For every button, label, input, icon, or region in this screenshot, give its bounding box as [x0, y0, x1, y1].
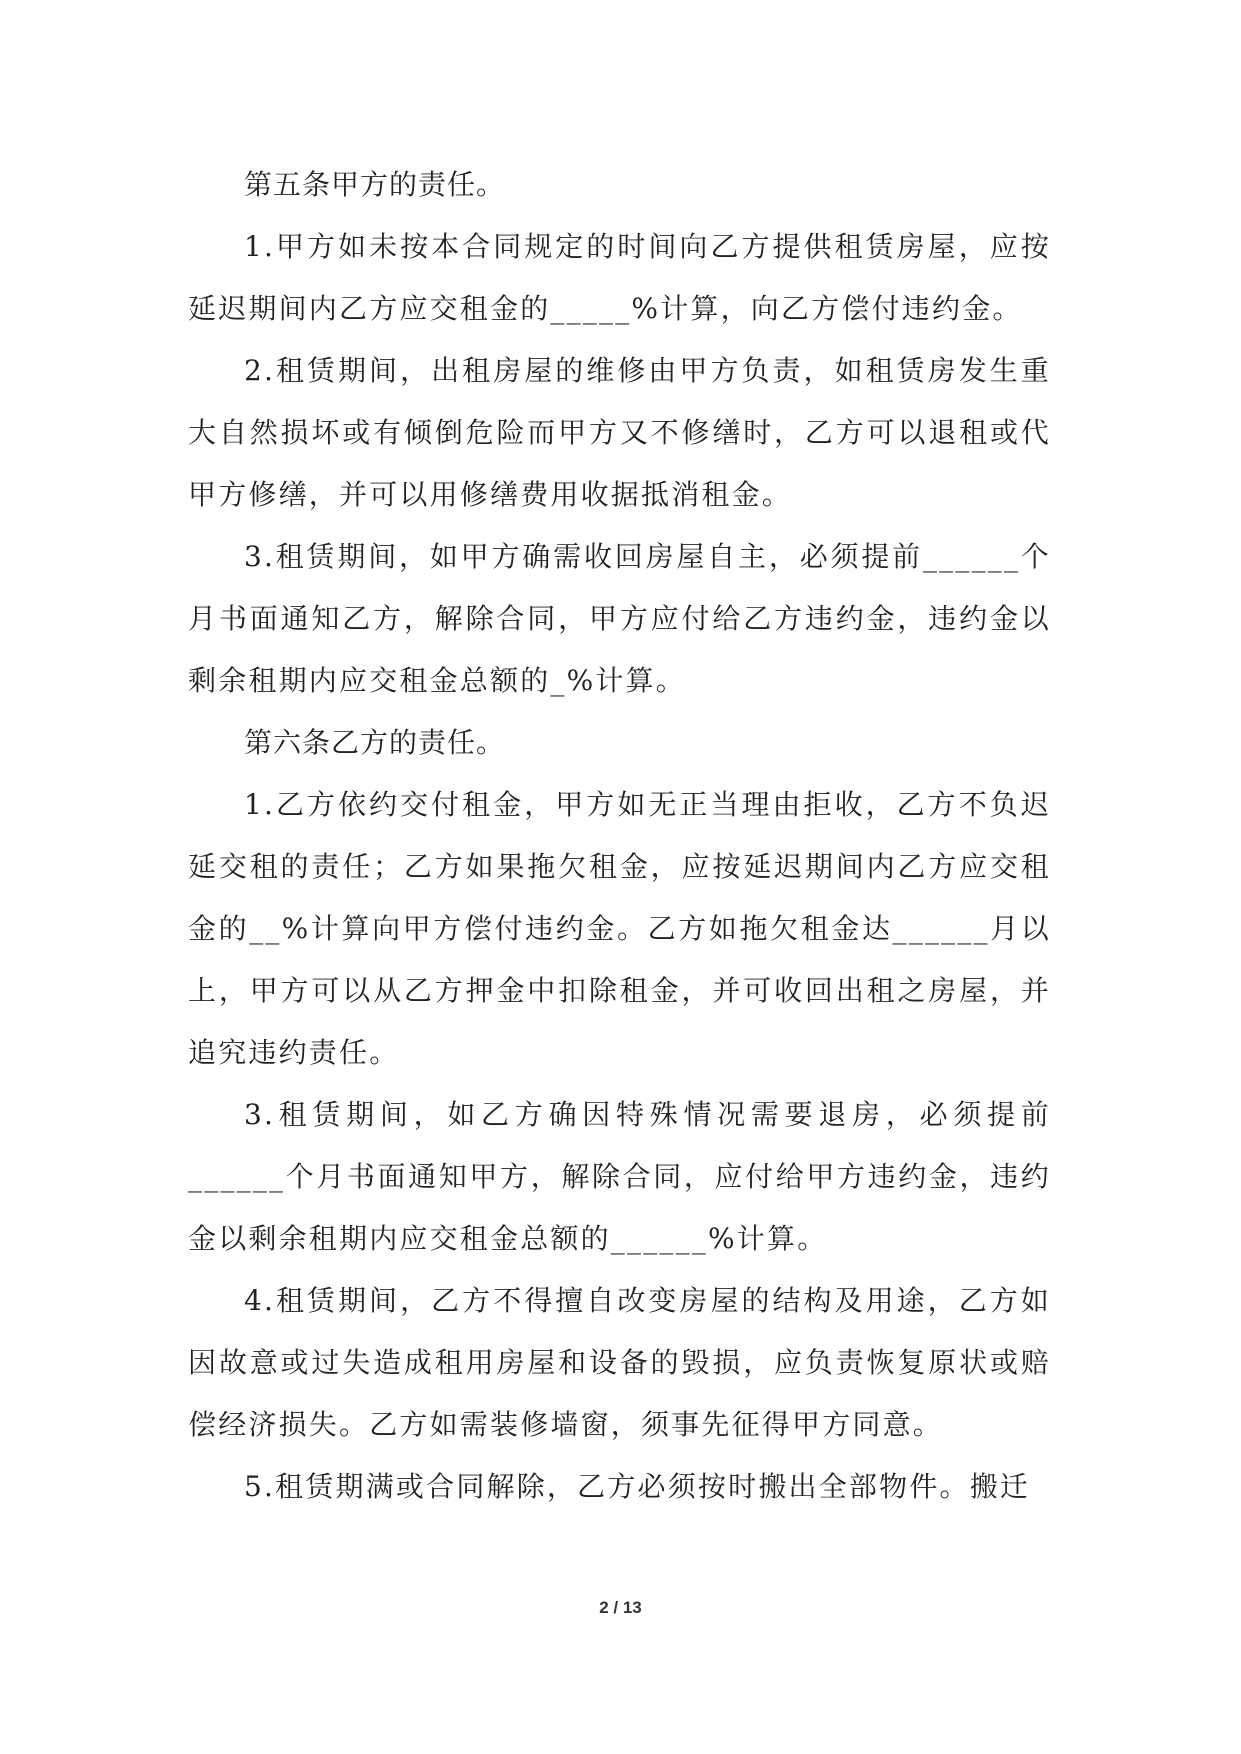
- paragraph-6-3: 3.租赁期间，如乙方确因特殊情况需要退房，必须提前______个月书面通知甲方，解除合同，应付给甲方违约金，违约金以剩余租期内应交租金总额的______%计算。: [188, 1098, 1051, 1255]
- section-heading-article-5: 第五条甲方的责任。: [244, 168, 506, 201]
- paragraph-5-3: 3.租赁期间，如甲方确需收回房屋自主，必须提前______个月书面通知乙方，解除合同，甲方应付给乙方违约金，违约金以剩余租期内应交租金总额的_%计算。: [188, 540, 1051, 697]
- document-body: [188, 154, 1051, 1518]
- page-number: 2 / 13: [599, 1598, 642, 1617]
- paragraph-6-4: 4.租赁期间，乙方不得擅自改变房屋的结构及用途，乙方如因故意或过失造成租用房屋和设备的毁损，应负责恢复原状或赔偿经济损失。乙方如需装修墙窗，须事先征得甲方同意。: [188, 1284, 1051, 1441]
- paragraph-6-5: 5.租赁期满或合同解除，乙方必须按时搬出全部物件。搬迁: [244, 1470, 1031, 1503]
- section-heading-article-6: 第六条乙方的责任。: [244, 726, 506, 759]
- paragraph-6-1: 1.乙方依约交付租金，甲方如无正当理由拒收，乙方不负迟延交租的责任；乙方如果拖欠租金，应按延迟期间内乙方应交租金的__%计算向甲方偿付违约金。乙方如拖欠租金达______月以上，甲方可以从乙方押金中扣除租金，并可收回出租之房屋，并追究违约责任。: [188, 788, 1051, 1069]
- paragraph-5-1: 1.甲方如未按本合同规定的时间向乙方提供租赁房屋，应按延迟期间内乙方应交租金的_____%计算，向乙方偿付违约金。: [188, 230, 1051, 325]
- paragraph-5-2: 2.租赁期间，出租房屋的维修由甲方负责，如租赁房发生重大自然损坏或有倾倒危险而甲方又不修缮时，乙方可以退租或代甲方修缮，并可以用修缮费用收据抵消租金。: [188, 354, 1051, 511]
